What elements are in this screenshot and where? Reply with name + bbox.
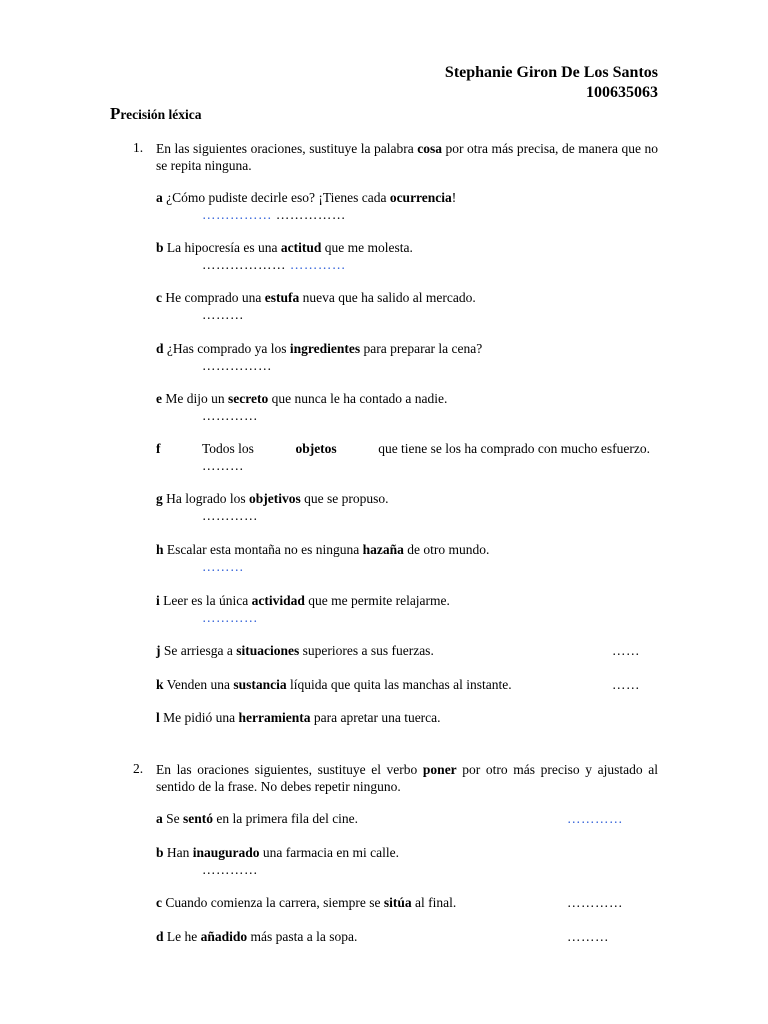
q1-answer-a: …………… …………… <box>202 207 346 222</box>
q1-item-i: i Leer es la única actividad que me permite relajarme. <box>156 593 450 608</box>
q2-item-a: a Se sentó en la primera fila del cine. <box>156 811 359 826</box>
section-title-rest: recisión léxica <box>120 107 202 122</box>
q1-answer-e: ………… <box>202 408 258 423</box>
q1-item-a: a ¿Cómo pudiste decirle eso? ¡Tienes cada ocurrencia! <box>156 190 457 205</box>
q2-item-b: b Han inaugurado una farmacia en mi calle. <box>156 845 399 860</box>
q1-item-b: b La hipocresía es una actitud que me molesta. <box>156 240 413 255</box>
q1-item-g: g Ha logrado los objetivos que se propuso. <box>156 491 389 506</box>
q1-answer-h: ……… <box>202 559 244 574</box>
q1-answer-k: …… <box>612 677 640 692</box>
q1-answer-f: ……… <box>202 458 244 473</box>
student-id: 100635063 <box>586 84 658 101</box>
q1-item-c: c He comprado una estufa nueva que ha salido al mercado. <box>156 290 476 305</box>
question-2-number: 2. <box>133 761 144 776</box>
q2-item-d: d Le he añadido más pasta a la sopa. <box>156 929 358 944</box>
q1-answer-g: ………… <box>202 508 258 523</box>
q1-answer-c: ……… <box>202 307 244 322</box>
q1-item-k: k Venden una sustancia líquida que quita las manchas al instante. <box>156 677 512 692</box>
q1-answer-d: …………… <box>202 358 272 373</box>
q1-item-e: e Me dijo un secreto que nunca le ha contado a nadie. <box>156 391 448 406</box>
q1-item-h: h Escalar esta montaña no es ninguna hazaña de otro mundo. <box>156 542 490 557</box>
q1-item-j: j Se arriesga a situaciones superiores a sus fuerzas. <box>156 643 434 658</box>
q2-answer-d: ……… <box>567 929 609 944</box>
q2-answer-a: ………… <box>567 811 623 826</box>
question-2-text: En las oraciones siguientes, sustituye el verbo poner por otro más preciso y ajustado al sentido de la frase. No debes repetir ninguno. <box>156 762 658 794</box>
section-title <box>110 104 202 124</box>
q1-item-d: d ¿Has comprado ya los ingredientes para preparar la cena? <box>156 341 483 356</box>
q1-answer-b: ……………… ………… <box>202 257 346 272</box>
q1-item-l: l Me pidió una herramienta para apretar una tuerca. <box>156 710 441 725</box>
q1-answer-i: ………… <box>202 610 258 625</box>
section-title-initial: P <box>110 104 121 123</box>
q2-answer-b: ………… <box>202 862 258 877</box>
q1-answer-j: …… <box>612 643 640 658</box>
q2-item-c: c Cuando comienza la carrera, siempre se sitúa al final. <box>156 895 457 910</box>
q1-item-f: f Todos los objetos que tiene se los ha comprado con mucho esfuerzo. <box>156 441 650 456</box>
question-1-number: 1. <box>133 140 144 155</box>
question-1-text: En las siguientes oraciones, sustituye la palabra cosa por otra más precisa, de manera que no se repita ninguna. <box>156 141 658 173</box>
student-name: Stephanie Giron De Los Santos <box>444 64 658 81</box>
q2-answer-c: ………… <box>567 895 623 910</box>
